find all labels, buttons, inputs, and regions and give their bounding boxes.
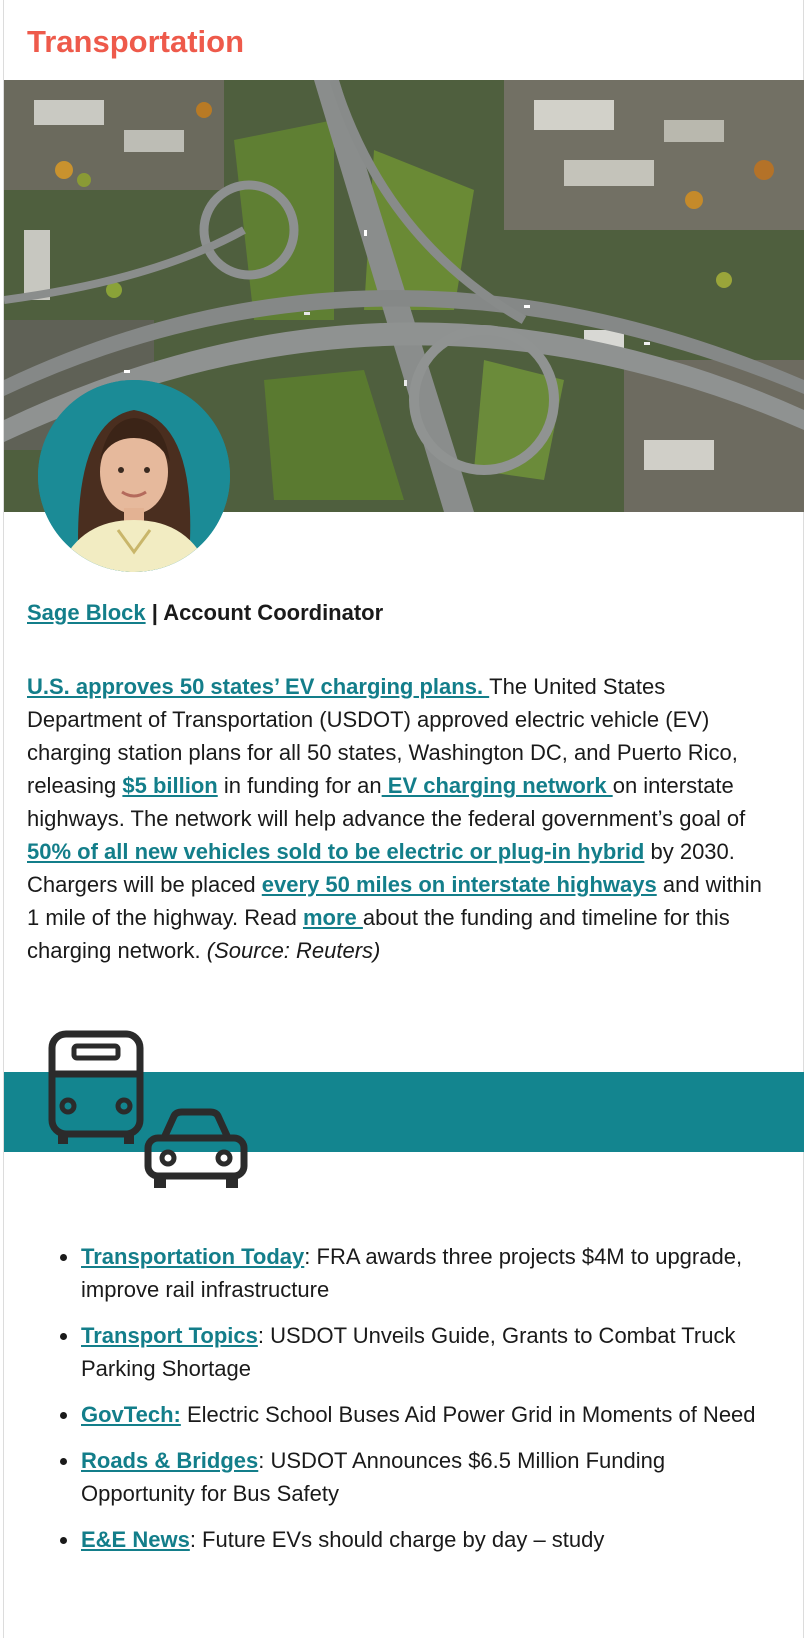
vehicle-goal-link[interactable]: 50% of all new vehicles sold to be electric or plug-in hybrid bbox=[27, 839, 645, 864]
read-more-link[interactable]: more bbox=[302, 905, 363, 930]
news-source-link[interactable]: Transport Topics bbox=[81, 1323, 258, 1348]
news-source-link[interactable]: GovTech: bbox=[81, 1402, 181, 1427]
list-item bbox=[27, 1240, 769, 1306]
article-text: about the funding and timeline for this charging network. bbox=[27, 905, 730, 963]
news-headline: : USDOT Unveils Guide, Grants to Combat Truck Parking Shortage bbox=[81, 1323, 736, 1381]
article-text: and within 1 mile of the highway. Read bbox=[27, 872, 762, 930]
news-source-link[interactable]: Transportation Today bbox=[81, 1244, 305, 1269]
list-item bbox=[27, 1444, 769, 1510]
news-headline: : USDOT Announces $6.5 Million Funding Opportunity for Bus Safety bbox=[81, 1448, 666, 1506]
author-name-link[interactable]: Sage Block bbox=[27, 600, 146, 625]
newsletter-card bbox=[3, 0, 804, 1638]
article-text: on interstate highways. The network will help advance the federal government’s goal of bbox=[27, 773, 746, 831]
news-headline: Electric School Buses Aid Power Grid in Moments of Need bbox=[180, 1402, 756, 1427]
funding-link[interactable]: $5 billion bbox=[122, 773, 218, 798]
article-text: by 2030. Chargers will be placed bbox=[27, 839, 735, 897]
news-headline: : Future EVs should charge by day – study bbox=[189, 1527, 605, 1552]
article-source: (Source: Reuters) bbox=[206, 938, 381, 963]
article-headline-link[interactable]: U.S. approves 50 states’ EV charging plans. bbox=[27, 674, 490, 699]
article-paragraph bbox=[27, 670, 769, 967]
section-title: Transportation bbox=[27, 24, 245, 59]
author-separator: | bbox=[145, 600, 164, 625]
article-text: in funding for an bbox=[217, 773, 382, 798]
news-list bbox=[27, 1240, 769, 1569]
article-text: The United States Department of Transportation (USDOT) approved electric vehicle (EV) charging station plans for all 50 states, Washington DC, and Puerto Rico, releasing bbox=[27, 674, 738, 798]
news-source-link[interactable]: Roads & Bridges bbox=[81, 1448, 259, 1473]
ev-network-link[interactable]: EV charging network bbox=[381, 773, 613, 798]
list-item bbox=[27, 1319, 769, 1385]
bus-icon bbox=[48, 1030, 144, 1146]
car-icon bbox=[144, 1108, 248, 1192]
list-item bbox=[27, 1398, 769, 1431]
author-role: Account Coordinator bbox=[163, 600, 384, 625]
every-50-miles-link[interactable]: every 50 miles on interstate highways bbox=[261, 872, 657, 897]
list-item bbox=[27, 1523, 769, 1556]
author-line bbox=[27, 600, 383, 626]
news-source-link[interactable]: E&E News bbox=[81, 1527, 190, 1552]
author-avatar bbox=[38, 380, 230, 572]
news-headline: : FRA awards three projects $4M to upgrade, improve rail infrastructure bbox=[81, 1244, 743, 1302]
